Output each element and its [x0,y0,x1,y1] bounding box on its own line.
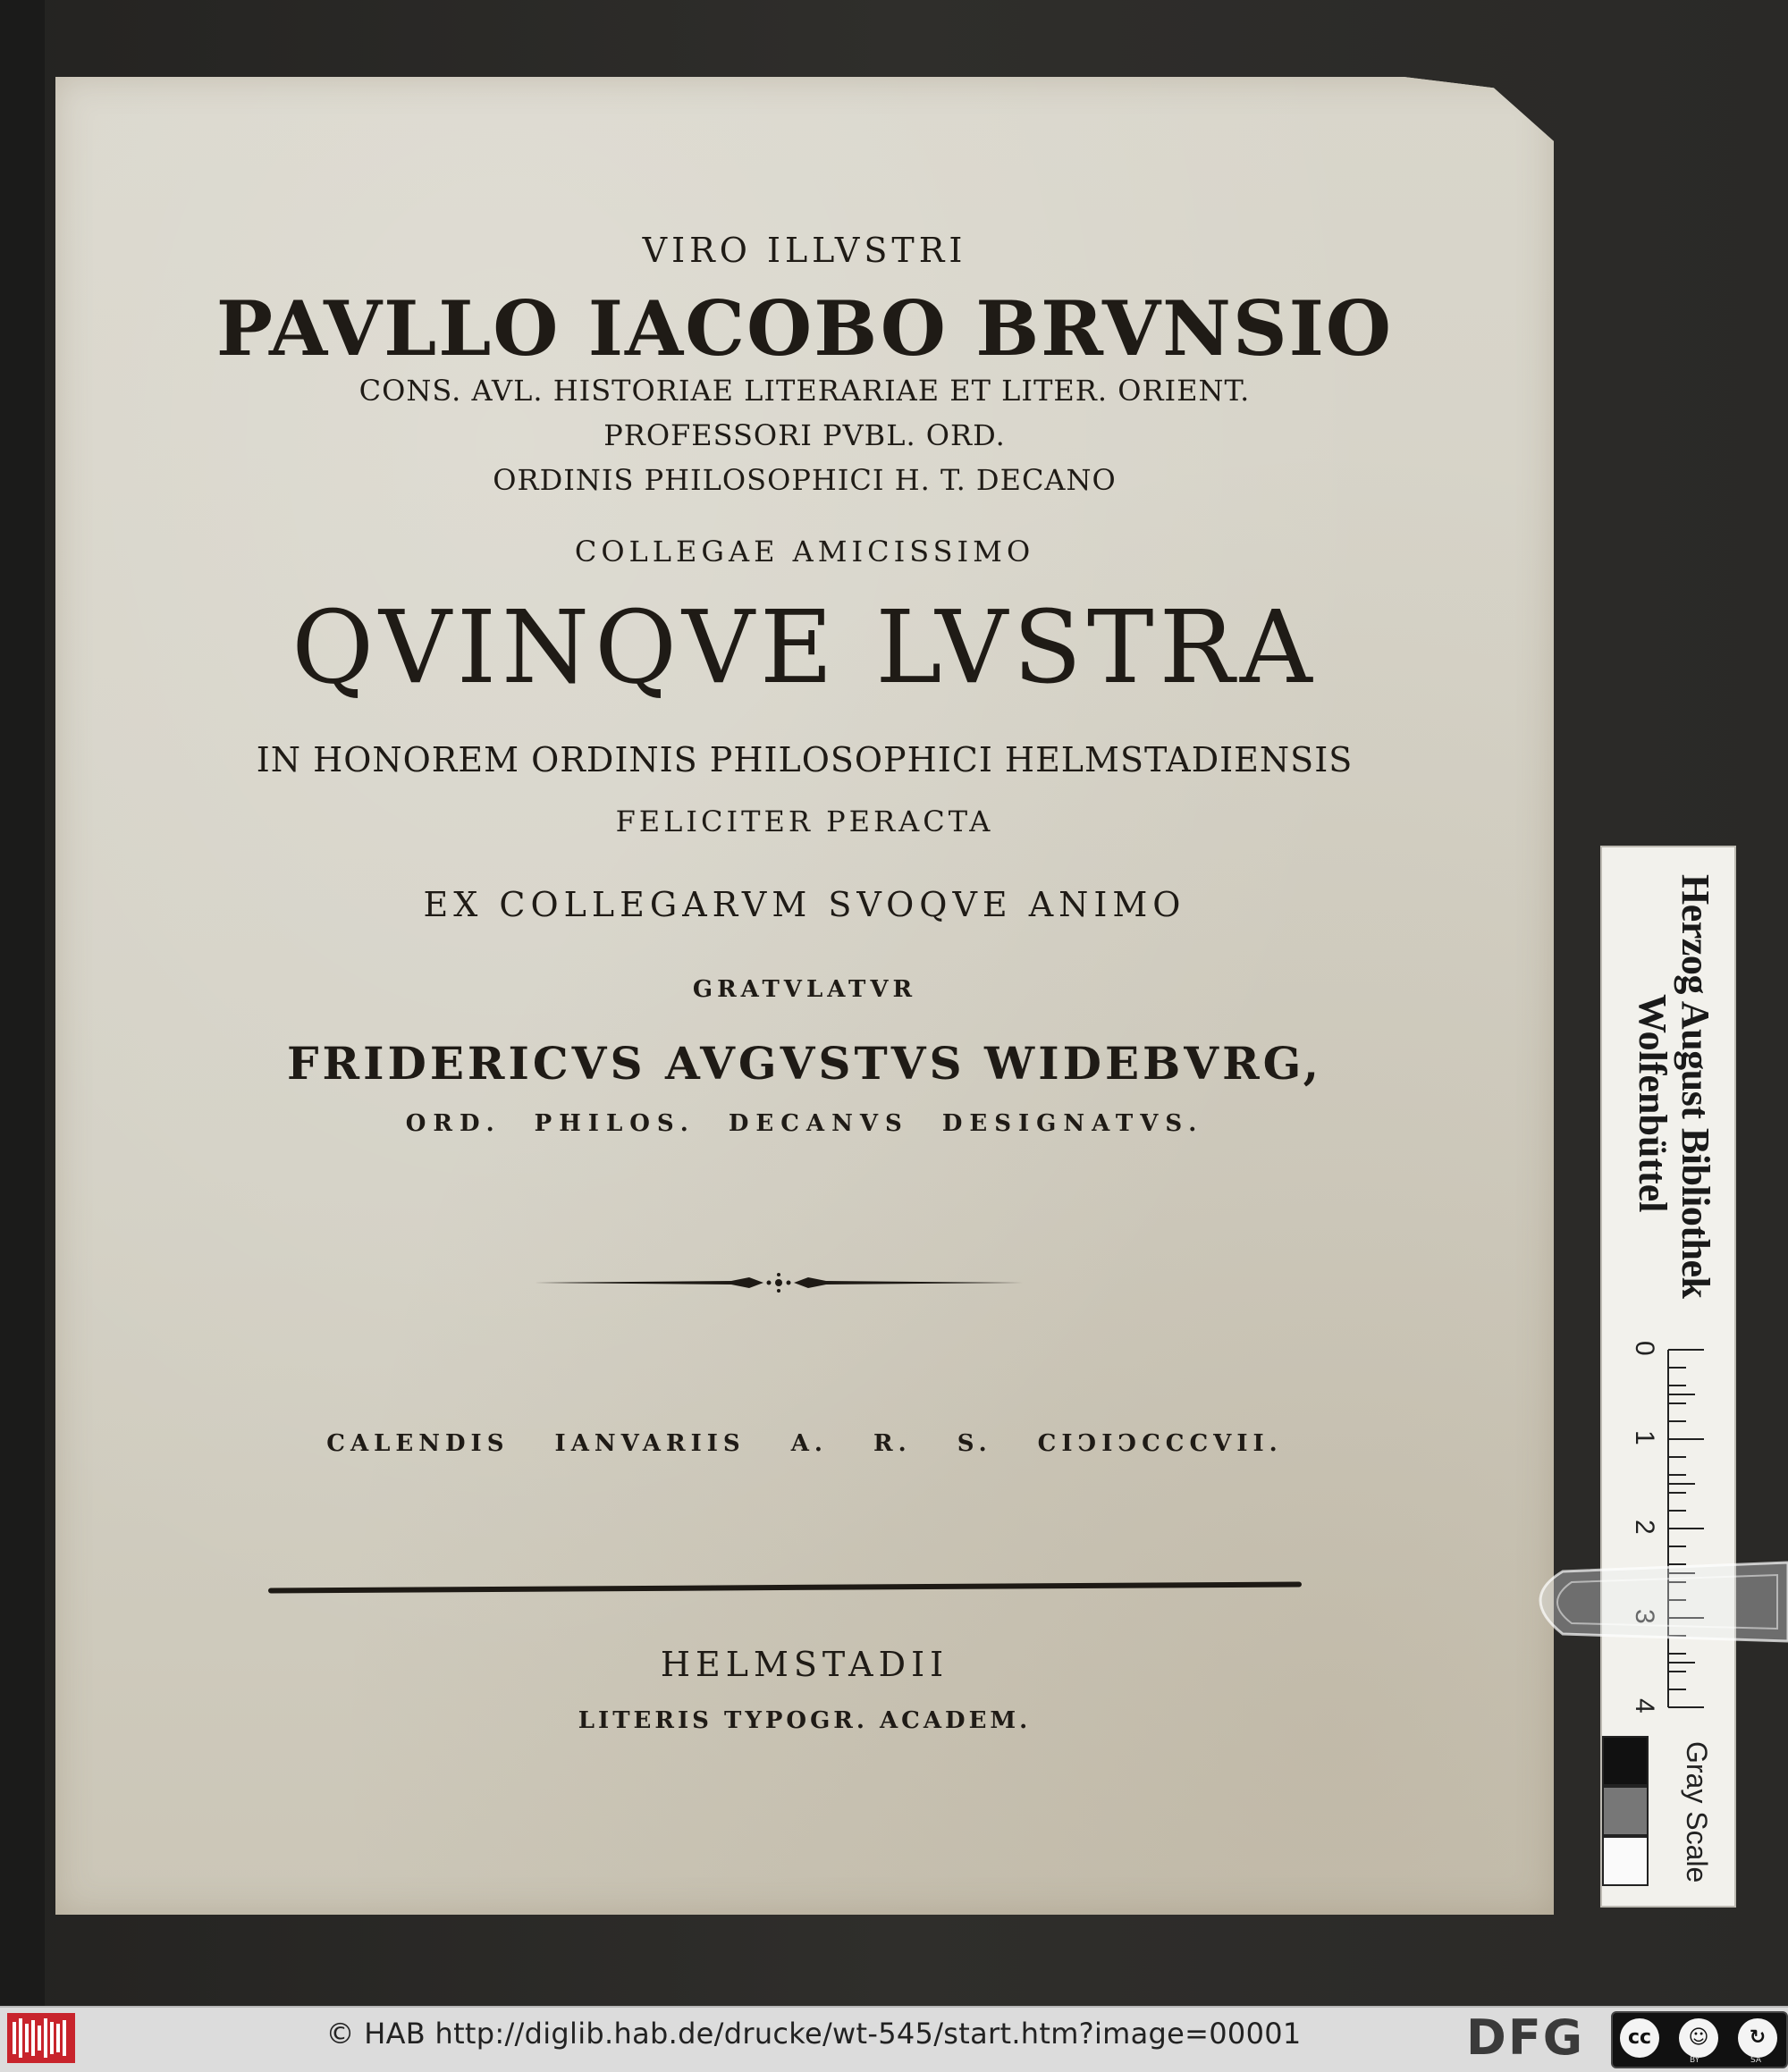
page-clip-icon [1509,1536,1788,1670]
ruler-number-2: 2 [1630,1520,1659,1535]
dedicatee-title-3: ORDINIS PHILOSOPHICI H. T. DECANO [493,463,1117,497]
dfg-logo: DFG [1466,2009,1585,2066]
gray-swatch-white [1602,1836,1649,1886]
subtitle-2: FELICITER PERACTA [615,804,994,838]
author-title: ORD. PHILOS. DECANVS DESIGNATVS. [405,1110,1204,1137]
subtitle-3: EX COLLEGARVM SVOQVE ANIMO [423,885,1186,924]
gray-swatch-black [1602,1736,1649,1786]
gray-scale-label: Gray Scale [1681,1741,1713,1883]
gray-swatch-mid [1602,1786,1649,1836]
ornament-divider [535,1269,1023,1296]
library-name-line2: Wolfenbüttel [1631,994,1674,1213]
dedicatee-title-2: PROFESSORI PVBL. ORD. [603,418,1006,452]
dedication-heading: VIRO ILLVSTRI [642,231,967,270]
dedicatee-name: PAVLLO IACOBO BRVNSIO [215,284,1394,373]
ruler-number-0: 0 [1630,1341,1659,1356]
cc-icon: cc [1620,2018,1659,2058]
ruler-scale [1606,1314,1731,1743]
by-label: BY [1690,2056,1700,2065]
author-name: FRIDERICVS AVGVSTVS WIDEBVRG, [287,1037,1322,1090]
ruler-number-4: 4 [1630,1698,1659,1714]
creative-commons-badge[interactable] [1611,2011,1788,2068]
date-line: CALENDIS IANVARIIS A. R. S. CIↃIↃCCCVII. [326,1430,1283,1457]
ruler-number-1: 1 [1630,1430,1659,1445]
library-name-line1: Herzog August Bibliothek [1674,874,1717,1299]
gratulatur-line: GRATVLATVR [692,976,917,1003]
share-alike-icon: ↻ [1738,2018,1777,2058]
scanner-left-edge [0,0,45,2006]
sa-label: SA [1750,2056,1762,2065]
imprint-place: HELMSTADII [660,1645,949,1684]
imprint-printer: LITERIS TYPOGR. ACADEM. [578,1707,1032,1734]
collegae-line: COLLEGAE AMICISSIMO [574,535,1035,569]
footer-url-text[interactable]: © HAB http://diglib.hab.de/drucke/wt-545/start.htm?image=00001 [325,2017,1302,2051]
dedicatee-title-1: CONS. AVL. HISTORIAE LITERARIAE ET LITER. ORIENT. [358,374,1251,408]
attribution-icon: ☺ [1679,2018,1718,2058]
main-title: QVINQVE LVSTRA [291,590,1318,706]
subtitle-1: IN HONOREM ORDINIS PHILOSOPHICI HELMSTADIENSIS [256,740,1354,779]
